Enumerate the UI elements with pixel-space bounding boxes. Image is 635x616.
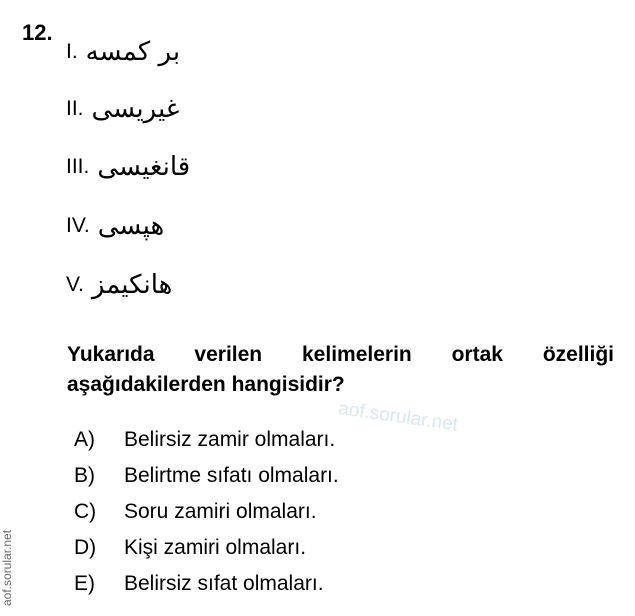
- item-numeral: III.: [66, 155, 90, 178]
- item-numeral: I.: [66, 40, 78, 63]
- item-word: هانكيمز: [91, 270, 173, 300]
- item-1: [66, 32, 180, 72]
- item-word: بر كمسه: [85, 37, 181, 67]
- option-letter: D): [74, 536, 97, 559]
- option-letter: C): [74, 500, 97, 523]
- item-numeral: II.: [66, 97, 84, 120]
- watermark-center: aof.sorular.net: [337, 398, 460, 436]
- option-text: Belirsiz zamir olmaları.: [124, 428, 336, 451]
- item-numeral: V.: [66, 273, 84, 296]
- item-3: [66, 147, 190, 187]
- option-text: Kişi zamiri olmaları.: [124, 536, 307, 559]
- option-letter: A): [74, 428, 95, 451]
- option-letter: B): [74, 464, 95, 487]
- item-5: [66, 265, 172, 305]
- watermark-side: aof.sorular.net: [0, 529, 14, 606]
- option-text: Belirsiz sıfat olmaları.: [124, 572, 324, 595]
- option-text: Belirtme sıfatı olmaları.: [124, 464, 339, 487]
- item-numeral: IV.: [66, 214, 90, 237]
- item-word: هپسى: [97, 211, 165, 241]
- option-b[interactable]: [74, 458, 339, 494]
- answer-options: [74, 422, 339, 602]
- option-a[interactable]: [74, 422, 339, 458]
- option-text: Soru zamiri olmaları.: [124, 500, 317, 523]
- item-2: [66, 89, 179, 129]
- item-4: [66, 206, 164, 246]
- item-word: غيريسى: [91, 94, 180, 124]
- question-stem: Yukarıda verilen kelimelerin ortak özelliği aşağıdakilerden hangisidir?: [67, 343, 614, 396]
- option-c[interactable]: [74, 494, 339, 530]
- question-number: 12.: [22, 20, 53, 45]
- option-e[interactable]: [74, 566, 339, 602]
- item-word: قانغيسى: [97, 152, 191, 182]
- option-d[interactable]: [74, 530, 339, 566]
- option-letter: E): [74, 572, 95, 595]
